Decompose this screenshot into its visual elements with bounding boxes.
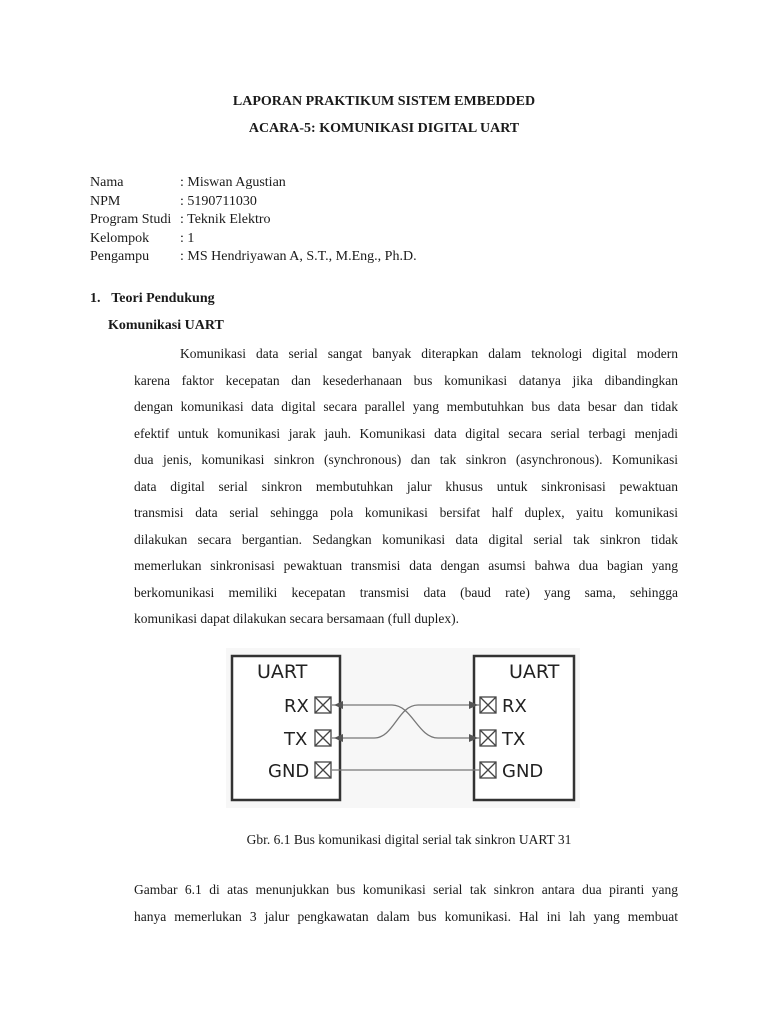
right-rx-label: RX	[502, 696, 527, 717]
right-pin-terminals	[480, 697, 496, 778]
left-uart-label: UART	[257, 661, 308, 683]
section-heading	[90, 291, 215, 307]
paragraph-uart-intro	[134, 344, 678, 636]
paragraph-line: dilakukan secara bergantian. Sedangkan komunikasi data digital serial tak sinkron tidak	[134, 531, 678, 547]
paragraph-line: Gambar 6.1 di atas menunjukkan bus komunikasi serial tak sinkron antara dua piranti yang	[134, 882, 678, 897]
subsection-heading: Komunikasi UART	[108, 318, 224, 333]
info-value: : Teknik Elektro	[180, 212, 271, 227]
paragraph-line: dua jenis, komunikasi sinkron (synchronous) dan tak sinkron (asynchronous). Komunikasi	[134, 452, 678, 467]
paragraph-line: hanya memerlukan 3 jalur pengkawatan dalam bus komunikasi. Hal ini lah yang membuat	[134, 908, 678, 924]
info-value: : 1	[180, 230, 195, 246]
report-subtitle: ACARA-5: KOMUNIKASI DIGITAL UART	[248, 121, 520, 136]
info-value: : Miswan Agustian	[180, 175, 286, 190]
info-label: Nama	[90, 175, 124, 190]
paragraph-line: memerlukan sinkronisasi pewaktuan transmisi data dengan asumsi bahwa dua bagian yang	[134, 558, 678, 573]
report-title: LAPORAN PRAKTIKUM SISTEM EMBEDDED	[232, 94, 536, 109]
uart-bus-diagram	[226, 648, 580, 808]
info-value: : 5190711030	[180, 193, 257, 209]
figure-caption: Gbr. 6.1 Bus komunikasi digital serial tak sinkron UART 31	[246, 832, 572, 847]
right-tx-label: TX	[502, 729, 526, 750]
info-label: Pengampu	[90, 249, 150, 264]
info-label: Program Studi	[90, 212, 172, 227]
info-label: NPM	[90, 193, 121, 209]
left-tx-label: TX	[284, 729, 308, 750]
paragraph-line: karena faktor kecepatan dan kesederhanaan bus komunikasi datanya jika dibandingkan	[134, 372, 678, 388]
right-uart-label: UART	[509, 661, 560, 683]
info-label: Kelompok	[90, 230, 150, 246]
paragraph-line: transmisi data serial sehingga pola komunikasi bersifat half duplex, yaitu komunikasi	[134, 505, 678, 520]
info-value: : MS Hendriyawan A, S.T., M.Eng., Ph.D.	[180, 249, 417, 264]
paragraph-line: data digital serial sinkron membutuhkan jalur khusus untuk sinkronisasi pewaktuan	[134, 478, 678, 494]
left-pin-terminals	[315, 697, 331, 778]
paragraph-figure-description	[134, 880, 678, 933]
left-rx-label: RX	[284, 696, 309, 717]
section-number: 1.	[90, 291, 101, 306]
paragraph-line: Komunikasi data serial sangat banyak diterapkan dalam teknologi digital modern	[180, 346, 678, 361]
paragraph-line: berkomunikasi memiliki kecepatan transmisi data (baud rate) yang sama, sehingga	[134, 584, 678, 600]
right-gnd-label: GND	[502, 761, 544, 782]
section-title: Teori Pendukung	[111, 291, 215, 306]
paragraph-line: efektif untuk komunikasi jarak jauh. Komunikasi data digital secara serial terbagi menjadi	[134, 425, 678, 441]
left-gnd-label: GND	[268, 761, 310, 782]
paragraph-line: dengan komunikasi data digital secara parallel yang membutuhkan bus data besar dan tidak	[134, 399, 678, 414]
paragraph-line: komunikasi dapat dilakukan secara bersamaan (full duplex).	[134, 611, 460, 626]
